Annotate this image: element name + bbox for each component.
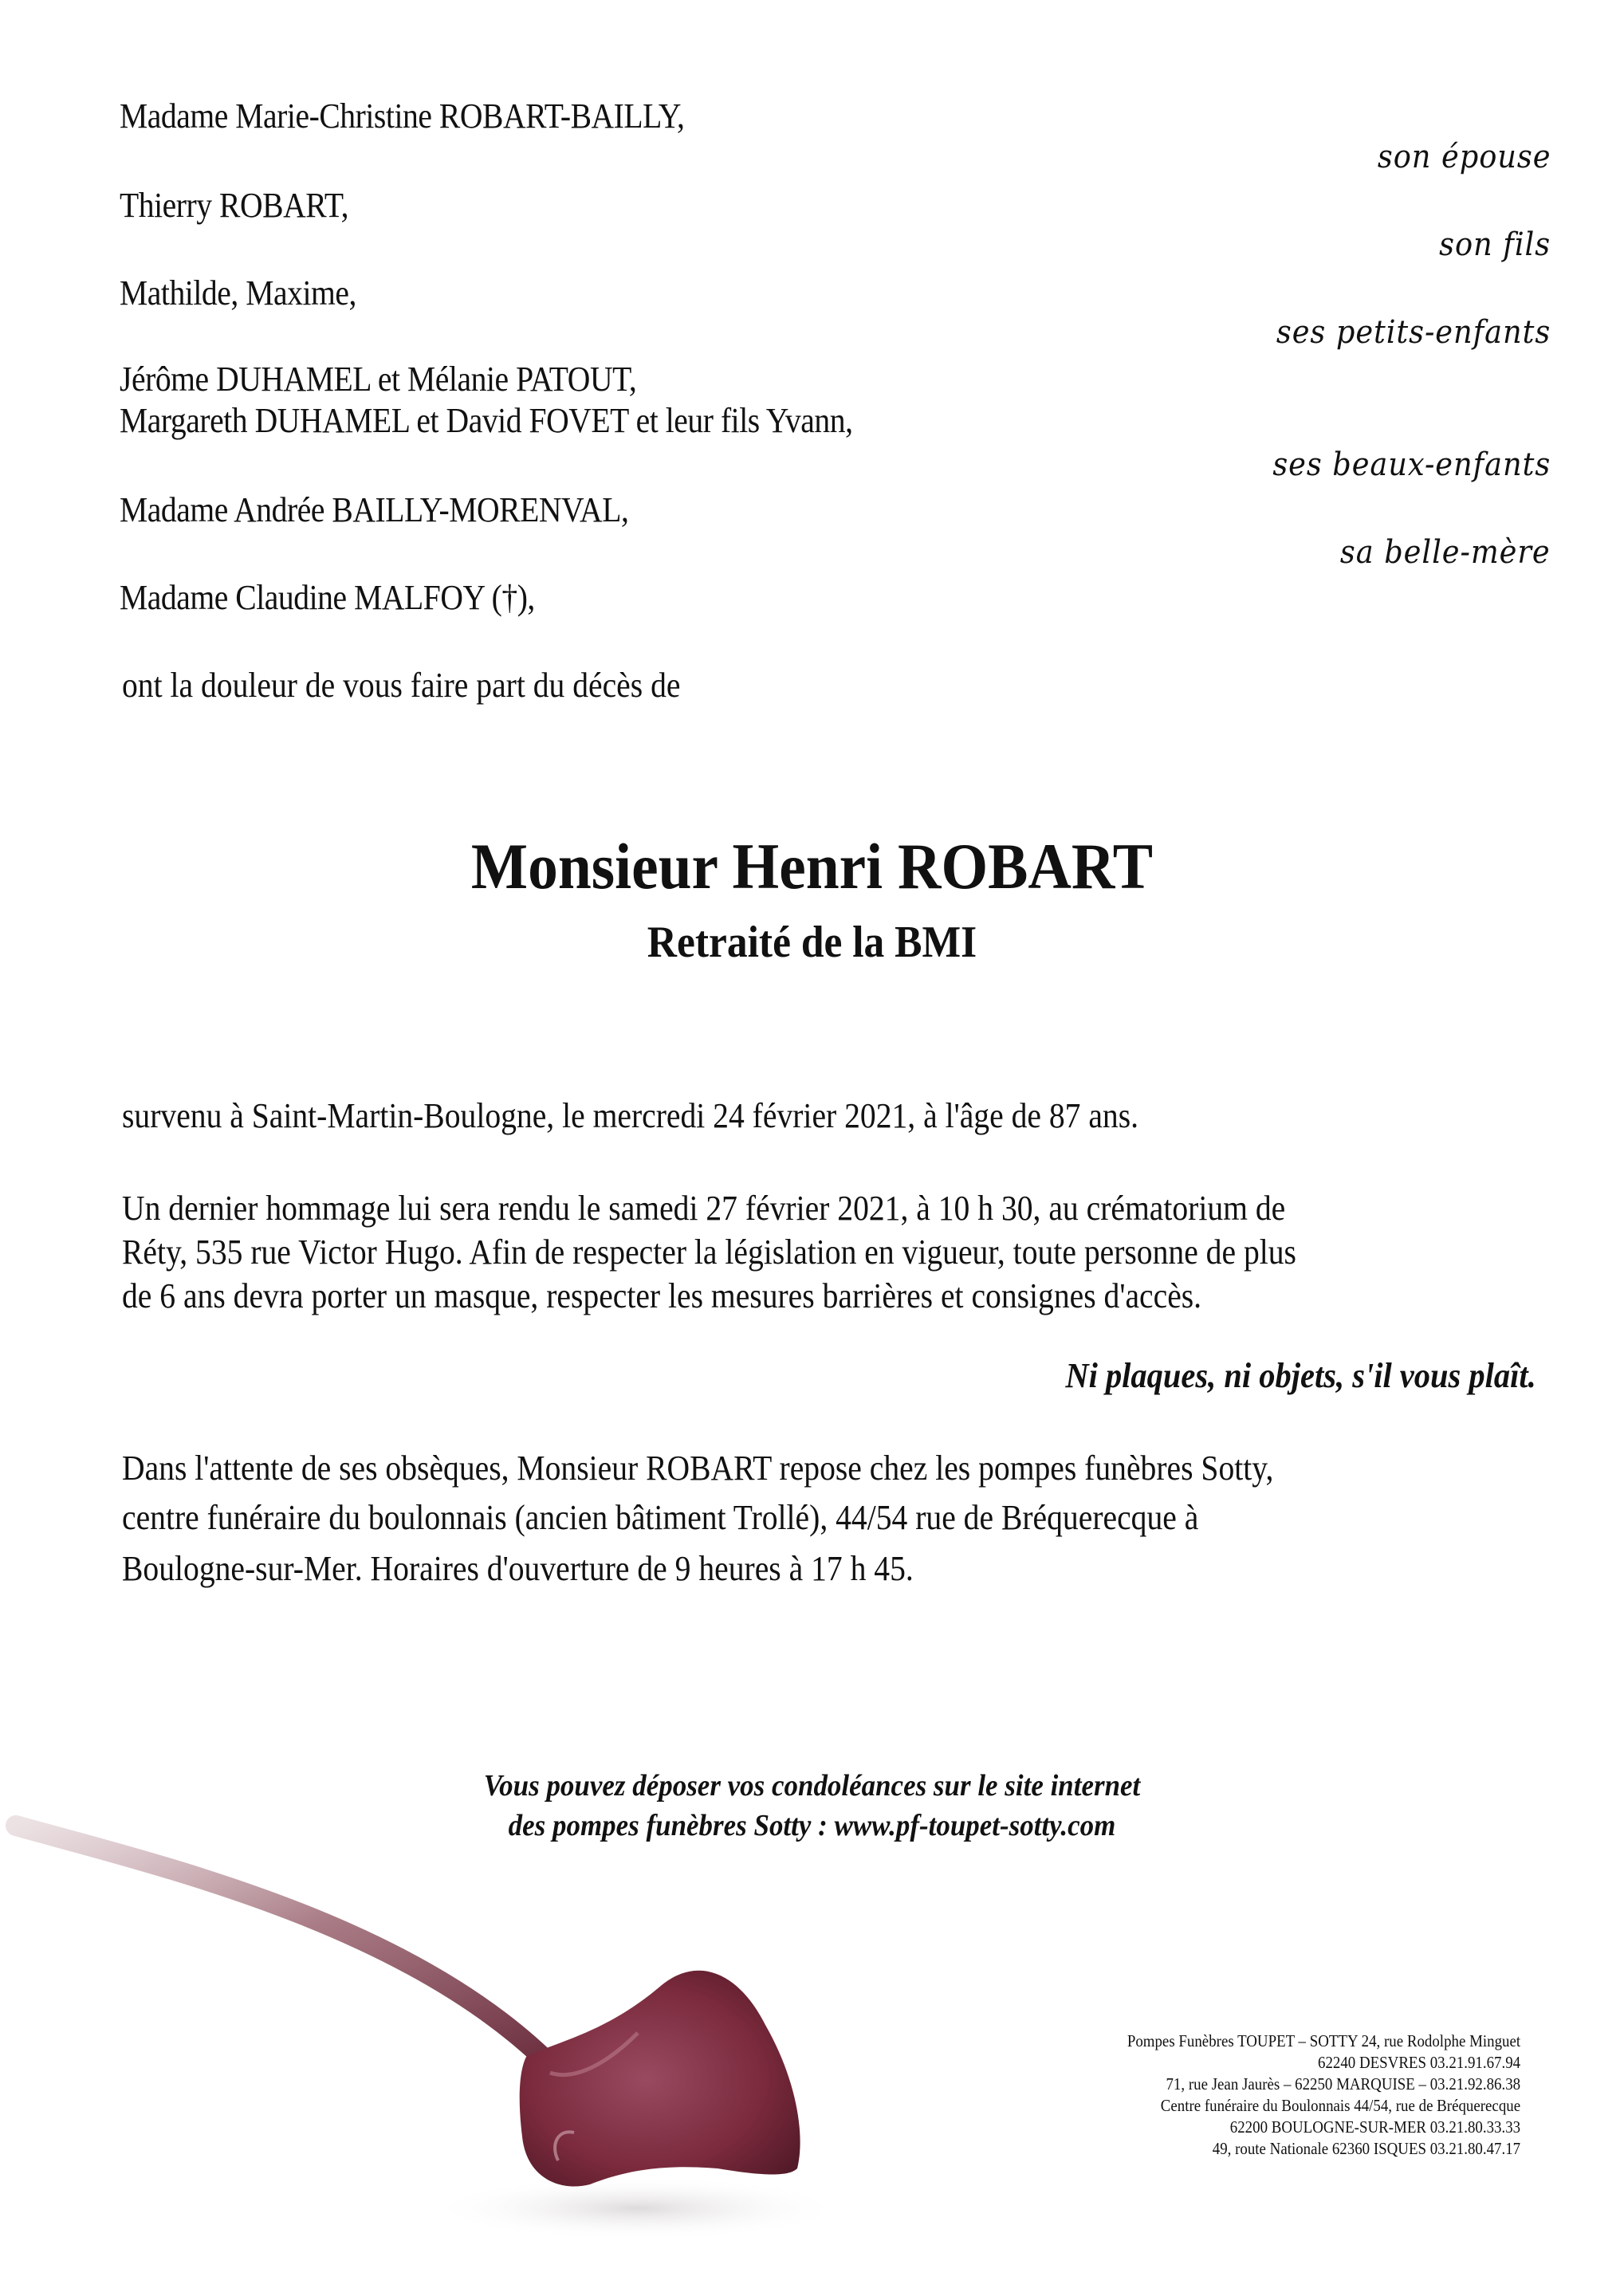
family-member-name: Thierry ROBART,: [120, 186, 349, 225]
family-relation: ses petits-enfants: [1276, 314, 1551, 351]
family-member-name: Mathilde, Maxime,: [120, 273, 356, 313]
family-relation: son épouse: [1377, 139, 1551, 175]
address-line: Centre funéraire du Boulonnais 44/54, rue de Bréquerecque: [1160, 2096, 1520, 2115]
family-member-name: Jérôme DUHAMEL et Mélanie PATOUT,: [120, 360, 637, 399]
address-line: Pompes Funèbres TOUPET – SOTTY 24, rue Rodolphe Minguet: [1127, 2031, 1520, 2050]
ceremony-line: Un dernier hommage lui sera rendu le samedi 27 février 2021, à 10 h 30, au crématorium de: [122, 1189, 1286, 1228]
condolences-line: des pompes funèbres Sotty : www.pf-toupet-sotty.com: [508, 1809, 1116, 1842]
death-details: survenu à Saint-Martin-Boulogne, le mercredi 24 février 2021, à l'âge de 87 ans.: [122, 1096, 1139, 1135]
ceremony-line: Réty, 535 rue Victor Hugo. Afin de respecter la législation en vigueur, toute personne de plus: [122, 1233, 1296, 1272]
announcement-text: ont la douleur de vous faire part du décès de: [122, 666, 681, 705]
address-line: 49, route Nationale 62360 ISQUES 03.21.80.47.17: [1212, 2139, 1520, 2158]
no-flowers-notice: Ni plaques, ni objets, s'il vous plaît.: [1065, 1356, 1536, 1395]
repose-line: Dans l'attente de ses obsèques, Monsieur ROBART repose chez les pompes funèbres Sotty,: [122, 1449, 1274, 1488]
ceremony-line: de 6 ans devra porter un masque, respecter les mesures barrières et consignes d'accès.: [122, 1276, 1202, 1315]
funeral-home-address: [1127, 2031, 1520, 2160]
deceased-subtitle: Retraité de la BMI: [647, 918, 977, 967]
family-member-name: Madame Marie-Christine ROBART-BAILLY,: [120, 96, 685, 136]
family-member-name: Madame Andrée BAILLY-MORENVAL,: [120, 490, 629, 529]
address-line: 62240 DESVRES 03.21.91.67.94: [1317, 2053, 1520, 2072]
flower-shadow: [431, 2176, 845, 2240]
repose-line: Boulogne-sur-Mer. Horaires d'ouverture de 9 heures à 17 h 45.: [122, 1549, 914, 1588]
family-relation: son fils: [1439, 226, 1551, 263]
family-relation: ses beaux-enfants: [1272, 446, 1551, 483]
flower-petal: [520, 1971, 800, 2187]
address-line: 71, rue Jean Jaurès – 62250 MARQUISE – 03.21.92.86.38: [1166, 2074, 1520, 2094]
repose-line: centre funéraire du boulonnais (ancien bâtiment Trollé), 44/54 rue de Bréquerecque à: [122, 1498, 1199, 1537]
family-member-name: Margareth DUHAMEL et David FOVET et leur fils Yvann,: [120, 401, 853, 440]
family-member-name: Madame Claudine MALFOY (†),: [120, 578, 535, 617]
deceased-name: Monsieur Henri ROBART: [470, 830, 1154, 902]
flower-stem: [16, 1826, 542, 2057]
family-relation: sa belle-mère: [1340, 534, 1551, 571]
condolences-line: Vous pouvez déposer vos condoléances sur le site internet: [483, 1769, 1141, 1803]
address-line: 62200 BOULOGNE-SUR-MER 03.21.80.33.33: [1229, 2117, 1520, 2137]
calla-lily-image: [0, 1794, 957, 2296]
